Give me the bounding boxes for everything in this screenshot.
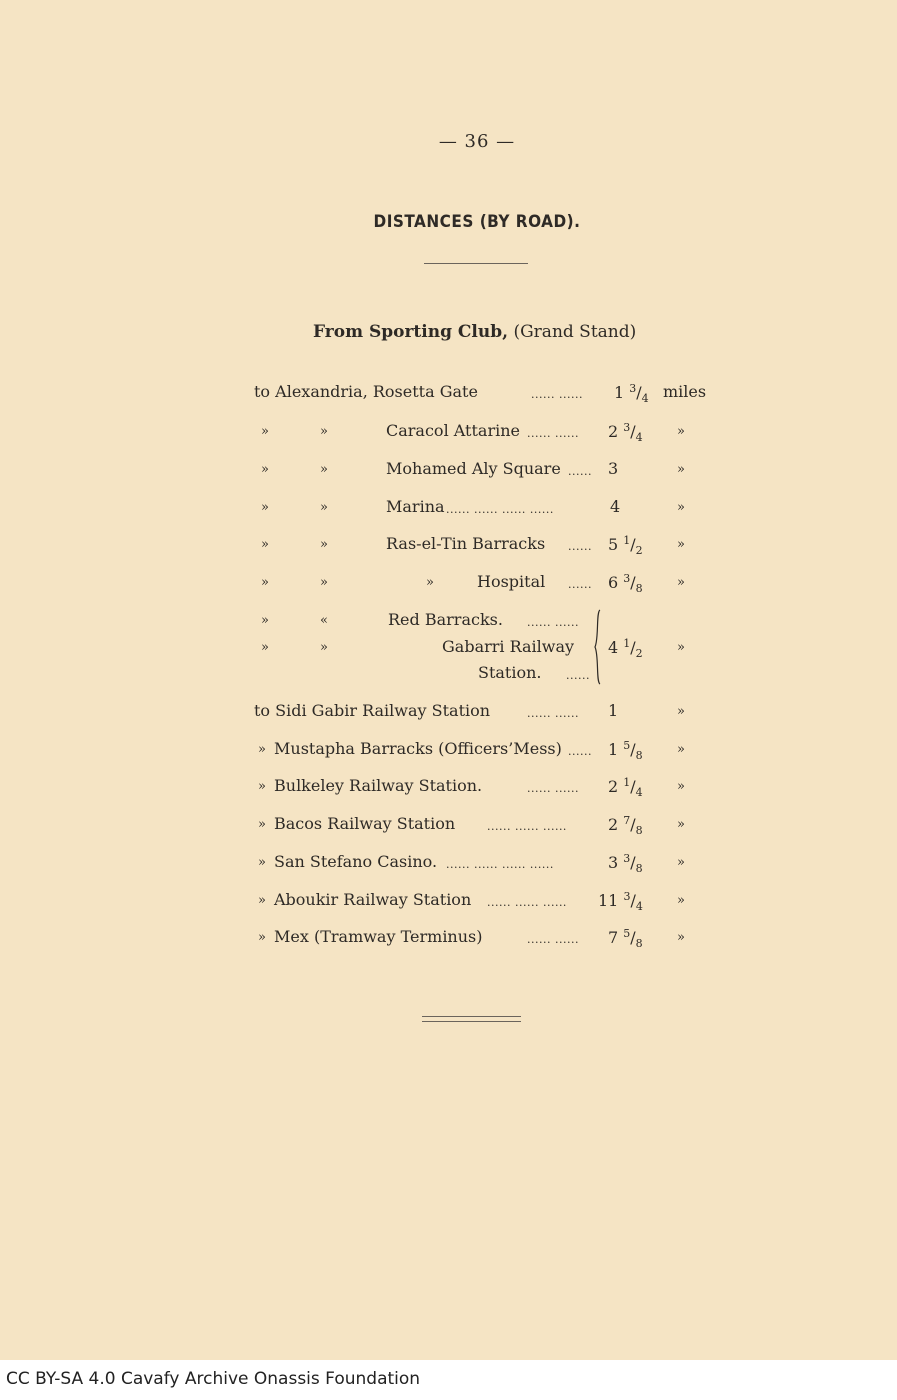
ditto-mark: » [677, 640, 685, 655]
destination: Mex (Tramway Terminus) [274, 927, 483, 946]
destination: Mustapha Barracks (Officers’Mess) [274, 739, 562, 758]
destination: to Sidi Gabir Railway Station [254, 701, 491, 720]
ditto-mark: » [258, 930, 266, 945]
ditto-mark: » [677, 704, 685, 719]
destination: Red Barracks. [388, 610, 503, 629]
ditto-mark: » [677, 855, 685, 870]
ditto-mark: » [261, 640, 269, 655]
leader-dots: ...... ...... [527, 933, 579, 946]
destination: Marina [386, 497, 445, 516]
ditto-mark: » [261, 462, 269, 477]
leader-dots: ...... [568, 465, 592, 478]
destination: Ras-el-Tin Barracks [386, 534, 546, 553]
leader-dots: ...... ...... ...... ...... [446, 503, 554, 516]
subtitle-rest: (Grand Stand) [513, 322, 637, 342]
destination: Bacos Railway Station [274, 814, 456, 833]
page-number: — 36 — [438, 131, 516, 152]
ditto-mark: » [426, 575, 434, 590]
end-rule [422, 1021, 521, 1022]
ditto-mark: » [258, 779, 266, 794]
divider [424, 263, 528, 264]
ditto-mark: » [677, 537, 685, 552]
distance-value: 4 $^1/_2$ [608, 637, 643, 660]
distance-value: 4 [610, 497, 621, 516]
distance-value: 2 $^7/_8$ [608, 814, 643, 837]
destination: Station. [478, 663, 542, 682]
grouping-brace [593, 608, 603, 686]
destination: Gabarri Railway [442, 637, 575, 656]
leader-dots: ...... [568, 745, 592, 758]
ditto-mark: » [320, 575, 328, 590]
ditto-mark: » [258, 817, 266, 832]
destination: Aboukir Railway Station [274, 890, 472, 909]
ditto-mark: » [320, 500, 328, 515]
distance-value: 1 $^5/_8$ [608, 739, 643, 762]
destination: to Alexandria, Rosetta Gate [254, 382, 478, 401]
subtitle-bold: From Sporting Club, [313, 322, 509, 342]
leader-dots: ...... ...... [527, 782, 579, 795]
distance-value: 5 $^1/_2$ [608, 534, 643, 557]
ditto-mark: « [320, 613, 328, 628]
leader-dots: ...... ...... [527, 427, 579, 440]
ditto-mark: » [677, 462, 685, 477]
license-text: CC BY-SA 4.0 Cavafy Archive Onassis Foundation [6, 1369, 421, 1389]
subtitle [313, 322, 636, 342]
distance-value: 2 $^1/_4$ [608, 776, 643, 799]
destination: Caracol Attarine [386, 421, 520, 440]
ditto-mark: » [320, 640, 328, 655]
destination: Hospital [477, 572, 546, 591]
ditto-mark: » [677, 930, 685, 945]
leader-dots: ...... [568, 578, 592, 591]
distance-value: 11 $^3/_4$ [598, 890, 643, 913]
ditto-mark: » [677, 575, 685, 590]
ditto-mark: » [320, 424, 328, 439]
distance-value: 7 $^5/_8$ [608, 927, 643, 950]
leader-dots: ...... ...... [531, 388, 583, 401]
ditto-mark: » [677, 742, 685, 757]
ditto-mark: » [261, 575, 269, 590]
ditto-mark: » [677, 893, 685, 908]
ditto-mark: » [258, 742, 266, 757]
ditto-mark: » [677, 424, 685, 439]
distance-value: 2 $^3/_4$ [608, 421, 643, 444]
leader-dots: ...... ...... [527, 707, 579, 720]
distance-value: 1 $^3/_4$ [614, 382, 649, 405]
distance-value: 1 [608, 701, 619, 720]
leader-dots: ...... ...... ...... [487, 896, 567, 909]
distance-value: 3 $^3/_8$ [608, 852, 643, 875]
leader-dots: ...... [566, 669, 590, 682]
ditto-mark: » [261, 613, 269, 628]
leader-dots: ...... ...... ...... ...... [446, 858, 554, 871]
ditto-mark: » [258, 893, 266, 908]
end-rule [422, 1016, 521, 1017]
destination: Mohamed Aly Square [386, 459, 561, 478]
destination: San Stefano Casino. [274, 852, 438, 871]
ditto-mark: » [677, 779, 685, 794]
destination: Bulkeley Railway Station. [274, 776, 483, 795]
ditto-mark: » [258, 855, 266, 870]
ditto-mark: » [320, 462, 328, 477]
leader-dots: ...... [568, 540, 592, 553]
distance-value: 3 [608, 459, 619, 478]
leader-dots: ...... ...... [527, 616, 579, 629]
page-title: DISTANCES (BY ROAD). [373, 212, 581, 232]
distance-value: 6 $^3/_8$ [608, 572, 643, 595]
ditto-mark: » [677, 817, 685, 832]
license-footer [0, 1360, 897, 1400]
ditto-mark: » [320, 537, 328, 552]
ditto-mark: » [261, 424, 269, 439]
unit-label: miles [663, 382, 707, 401]
ditto-mark: » [677, 500, 685, 515]
ditto-mark: » [261, 500, 269, 515]
ditto-mark: » [261, 537, 269, 552]
leader-dots: ...... ...... ...... [487, 820, 567, 833]
